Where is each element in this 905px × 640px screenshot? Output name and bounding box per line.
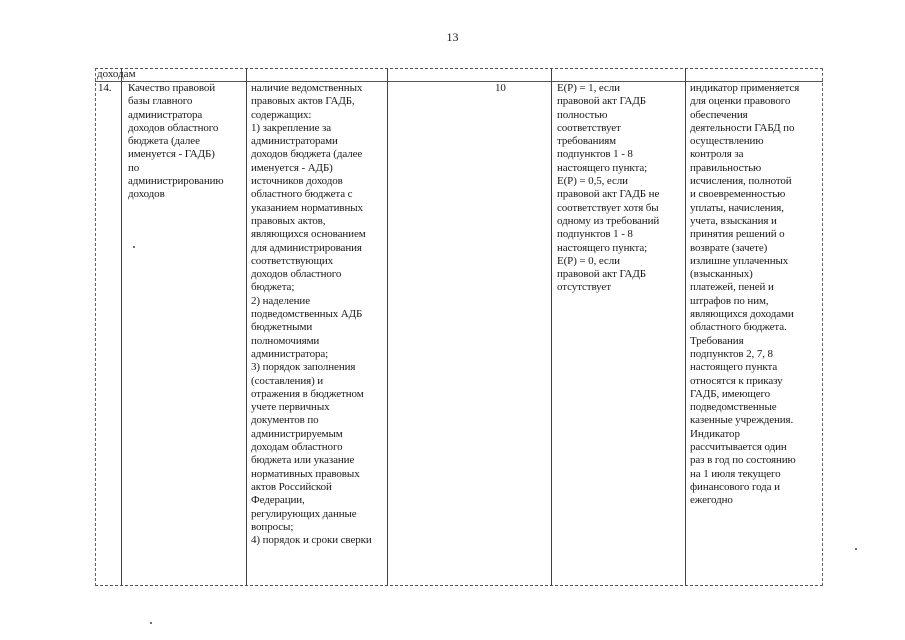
scan-speck	[133, 246, 135, 248]
indicator-weight: 10	[495, 82, 506, 94]
indicator-formula: Е(Р) = 1, если правовой акт ГАДБ полностью соответствует требованиям подпунктов 1 - 8 настоящего пункта; Е(Р) = 0,5, если правовой акт ГАДБ не соответствует хотя бы одному из требований подпунктов 1 - 8 настоящего пункта; Е(Р) = 0, если правовой акт ГАДБ отсутствует	[557, 82, 660, 294]
indicator-description: наличие ведомственных правовых актов ГАДБ, содержащих: 1) закрепление за администраторами доходов бюджета (далее именуется - АДБ) источников доходов областного бюджета с указанием нормативных правовых актов, являющихся основанием для администрирования соответствующих доходов областного бюджета; 2) наделение подведомственных АДБ бюджетными полномочиями администратора; 3) порядок заполнения (составления) и отражения в бюджетном учете первичных документов по администрируемым доходам областного бюджета или указание нормативных правовых актов Российской Федерации, регулирующих данные вопросы; 4) порядок и сроки сверки	[251, 82, 372, 547]
scan-speck	[855, 548, 857, 550]
page-number: 13	[446, 30, 459, 44]
continuation-text: доходам	[97, 68, 136, 80]
indicator-comment: индикатор применяется для оценки правового обеспечения деятельности ГАБД по осуществлению контроля за правильностью исчисления, полнотой и своевременностью уплаты, начисления, учета, взыскания и принятия решений о возврате (зачете) излишне уплаченных (взысканных) платежей, пеней и штрафов по ним, являющихся доходами областного бюджета. Требования подпунктов 2, 7, 8 настоящего пункта относятся к приказу ГАДБ, имеющего подведомственные казенные учреждения. Индикатор рассчитывается один раз в год по состоянию на 1 июля текущего финансового года и ежегодно	[690, 82, 800, 507]
column-divider	[246, 68, 247, 586]
row-index: 14.	[98, 82, 112, 94]
column-divider	[121, 68, 122, 586]
column-divider	[551, 68, 552, 586]
indicator-name: Качество правовой базы главного администратора доходов областного бюджета (далее именуется - ГАДБ) по администрированию доходов	[128, 82, 224, 201]
indicator-table	[95, 68, 823, 586]
column-divider	[387, 68, 388, 586]
table-right-border	[822, 68, 823, 586]
column-divider	[685, 68, 686, 586]
table-bottom-border	[95, 585, 823, 586]
table-top-border	[95, 68, 823, 69]
table-left-border	[95, 68, 96, 586]
scan-speck	[150, 622, 152, 624]
